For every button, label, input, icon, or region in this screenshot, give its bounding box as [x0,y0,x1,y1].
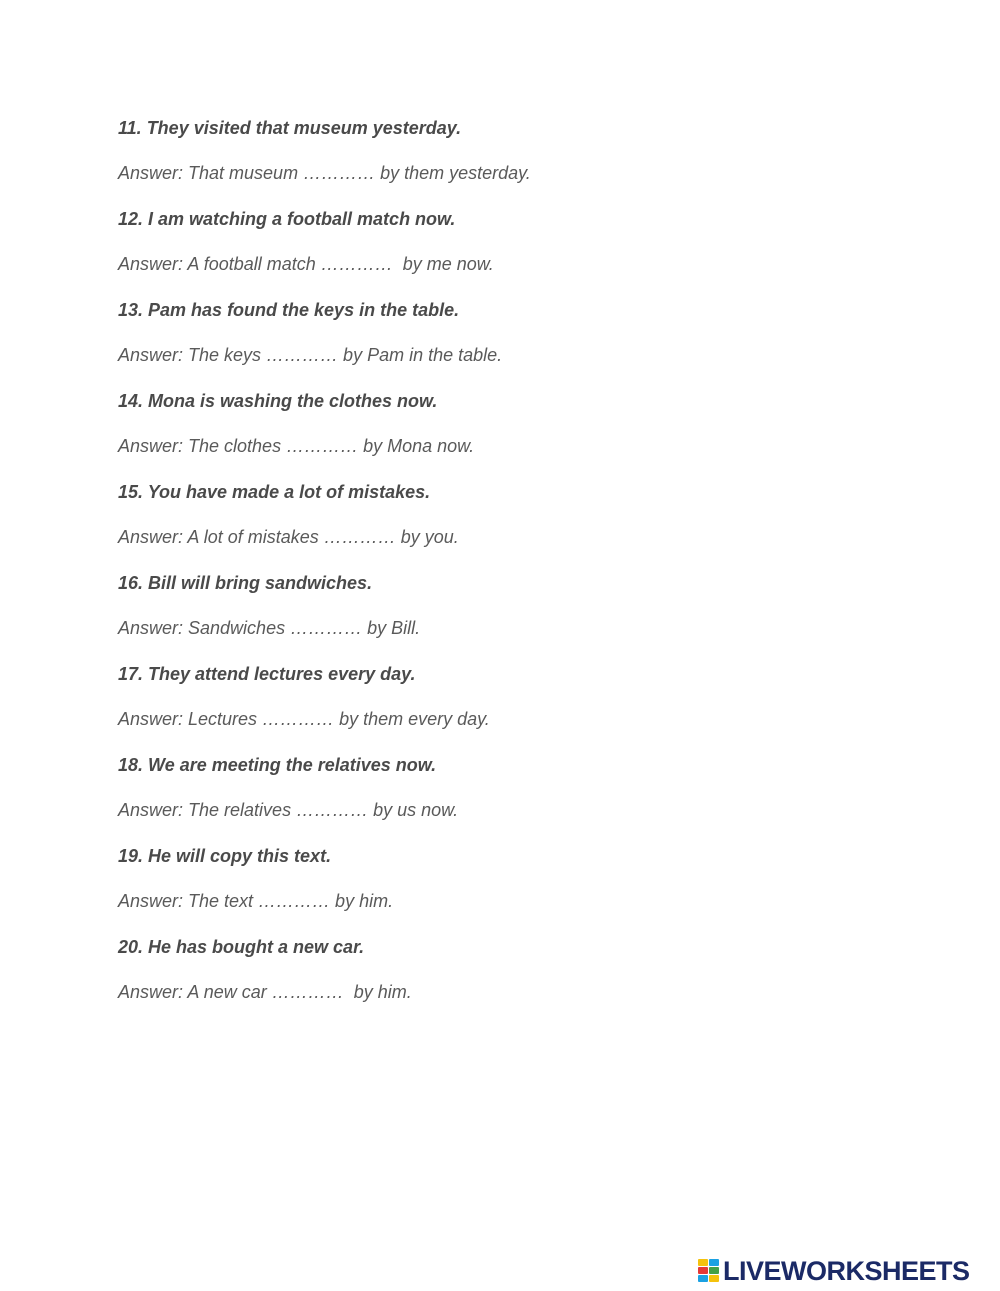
question-text: 15. You have made a lot of mistakes. [118,482,431,502]
question-text: 20. He has bought a new car. [118,937,365,957]
exercise-item-11 [118,116,918,207]
answer-line: Answer: That museum ………… by them yesterday. [118,163,531,183]
question-text: 18. We are meeting the relatives now. [118,755,437,775]
answer-line: Answer: The keys ………… by Pam in the table. [118,345,503,365]
question-text: 13. Pam has found the keys in the table. [118,300,460,320]
exercise-item-19 [118,844,918,935]
exercise-item-12 [118,207,918,298]
answer-line: Answer: The clothes ………… by Mona now. [118,436,475,456]
exercise-item-15 [118,480,918,571]
worksheet-page [118,116,918,1026]
answer-line: Answer: A football match ………… by me now. [118,254,494,274]
exercise-item-13 [118,298,918,389]
question-text: 14. Mona is washing the clothes now. [118,391,438,411]
answer-line: Answer: Lectures ………… by them every day. [118,709,490,729]
exercise-item-14 [118,389,918,480]
question-text: 12. I am watching a football match now. [118,209,456,229]
live-blocks-icon [698,1259,720,1283]
exercise-item-20 [118,935,918,1026]
question-text: 11. They visited that museum yesterday. [118,118,462,138]
answer-line: Answer: The relatives ………… by us now. [118,800,459,820]
answer-line: Answer: A new car ………… by him. [118,982,412,1002]
answer-line: Answer: A lot of mistakes ………… by you. [118,527,459,547]
exercise-item-18 [118,753,918,844]
answer-line: Answer: Sandwiches ………… by Bill. [118,618,421,638]
liveworksheets-logo [698,1256,970,1286]
brand-name: LIVEWORKSHEETS [723,1256,970,1286]
question-text: 17. They attend lectures every day. [118,664,416,684]
question-text: 19. He will copy this text. [118,846,332,866]
exercise-item-16 [118,571,918,662]
question-text: 16. Bill will bring sandwiches. [118,573,373,593]
exercise-item-17 [118,662,918,753]
answer-line: Answer: The text ………… by him. [118,891,394,911]
